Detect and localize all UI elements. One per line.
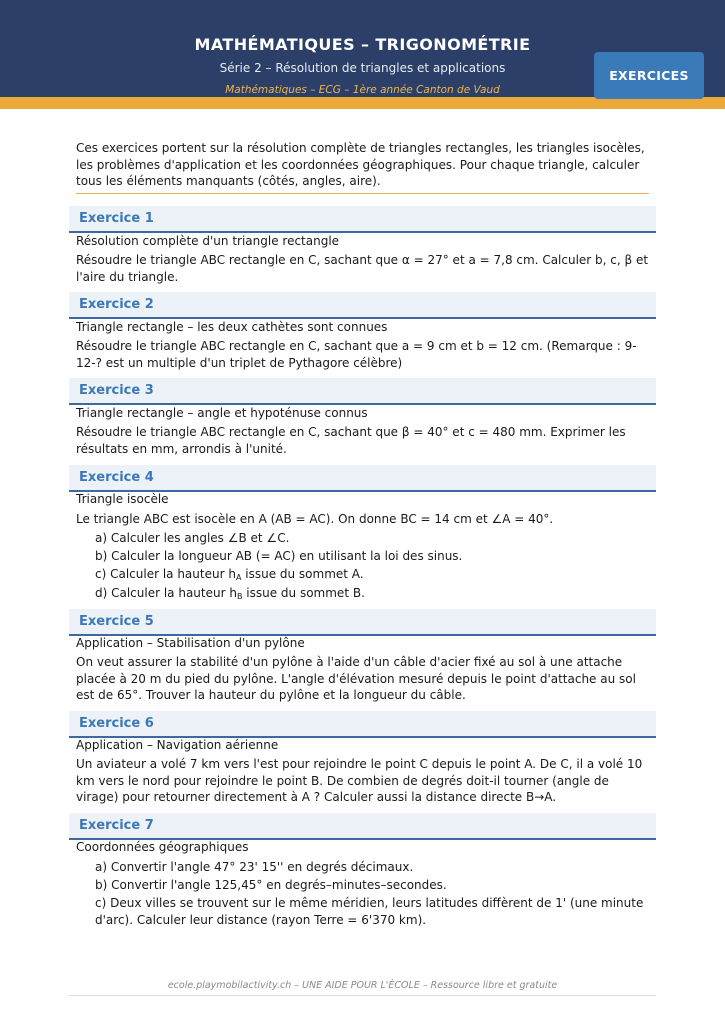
exercise-5-statement: On veut assurer la stabilité d'un pylône à l'aide d'un câble d'acier fixé au sol à une attache placée à 20 m du pied du pylône. L'angle d'élévation mesuré depuis le point d'attache au sol est de 65°. Trouver la hauteur du pylône et la longueur du câble.	[76, 655, 636, 702]
exercise-4-statement: Le triangle ABC est isocèle en A (AB = AC). On donne BC = 14 cm et ∠A = 40°.	[76, 512, 554, 526]
course-meta: Mathématiques – ECG – 1ère année Canton de Vaud	[225, 84, 500, 96]
exercise-4-item-c: c) Calculer la hauteur $h_A$ issue du sommet A.	[95, 567, 364, 582]
exercise-5-subtitle: Application – Stabilisation d'un pylône	[76, 636, 305, 650]
intro-paragraph: Ces exercices portent sur la résolution complète de triangles rectangles, les triangles isocèles, les problèmes d'application et les coordonnées géographiques. Pour chaque triangle, calculer tous les éléments manquants (côtés, angles, aire).	[76, 141, 645, 188]
exercise-6-subtitle: Application – Navigation aérienne	[76, 738, 279, 752]
exercise-4-header	[69, 465, 656, 492]
intro-divider	[76, 193, 649, 194]
exercise-7-subtitle: Coordonnées géographiques	[76, 840, 249, 854]
exercise-1-statement: Résoudre le triangle ABC rectangle en C, sachant que α = 27° et a = 7,8 cm. Calculer b, c, β et l'aire du triangle.	[76, 253, 649, 284]
exercise-5-title: Exercice 5	[79, 614, 154, 629]
footer-divider	[69, 995, 656, 996]
exercise-1-subtitle: Résolution complète d'un triangle rectangle	[76, 234, 340, 248]
exercise-5-header	[69, 609, 656, 636]
exercise-4-subtitle: Triangle isocèle	[76, 492, 169, 506]
footer-text: ecole.playmobilactivity.ch – UNE AIDE POUR L'ÉCOLE – Ressource libre et gratuite	[167, 980, 558, 991]
exercise-7-item-a: a) Convertir l'angle 47° 23' 15'' en degrés décimaux.	[95, 860, 414, 874]
exercise-3-subtitle: Triangle rectangle – angle et hypoténuse connus	[76, 406, 368, 420]
exercise-6-statement: Un aviateur a volé 7 km vers l'est pour rejoindre le point C depuis le point A. De C, il a volé 10 km vers le nord pour rejoindre le point B. De combien de degrés doit-il tourner (angle de virage) pour retourner directement à A ? Calculer aussi la distance directe B→A.	[76, 757, 643, 804]
exercise-7-title: Exercice 7	[79, 818, 154, 833]
exercise-3-title: Exercice 3	[79, 383, 154, 398]
exercices-badge: EXERCICES	[594, 52, 704, 99]
exercise-3-statement: Résoudre le triangle ABC rectangle en C, sachant que β = 40° et c = 480 mm. Exprimer les résultats en mm, arrondis à l'unité.	[76, 425, 626, 456]
exercise-3-header	[69, 378, 656, 405]
exercise-6-title: Exercice 6	[79, 716, 154, 731]
exercise-4-item-b: b) Calculer la longueur AB (= AC) en utilisant la loi des sinus.	[95, 549, 463, 563]
exercise-4-item-d: d) Calculer la hauteur $h_B$ issue du sommet B.	[95, 586, 365, 601]
page-title: MATHÉMATIQUES – TRIGONOMÉTRIE	[194, 35, 531, 54]
exercise-2-title: Exercice 2	[79, 297, 154, 312]
exercise-7-header	[69, 813, 656, 840]
exercise-7-item-c: c) Deux villes se trouvent sur le même méridien, leurs latitudes diffèrent de 1' (une minute d'arc). Calculer leur distance (rayon Terre = 6'370 km).	[95, 896, 644, 927]
exercise-2-statement: Résoudre le triangle ABC rectangle en C, sachant que a = 9 cm et b = 12 cm. (Remarque : 9-12-? est un multiple d'un triplet de Pythagore célèbre)	[76, 339, 637, 370]
exercise-2-header	[69, 292, 656, 319]
exercise-6-header	[69, 711, 656, 738]
exercise-4-item-a: a) Calculer les angles ∠B et ∠C.	[95, 531, 290, 545]
exercise-7-item-b: b) Convertir l'angle 125,45° en degrés–minutes–secondes.	[95, 878, 447, 892]
exercise-2-subtitle: Triangle rectangle – les deux cathètes sont connues	[76, 320, 388, 334]
exercise-1-header	[69, 206, 656, 233]
exercise-4-title: Exercice 4	[79, 470, 154, 485]
exercise-1-title: Exercice 1	[79, 211, 154, 226]
page-subtitle: Série 2 – Résolution de triangles et applications	[219, 61, 506, 75]
